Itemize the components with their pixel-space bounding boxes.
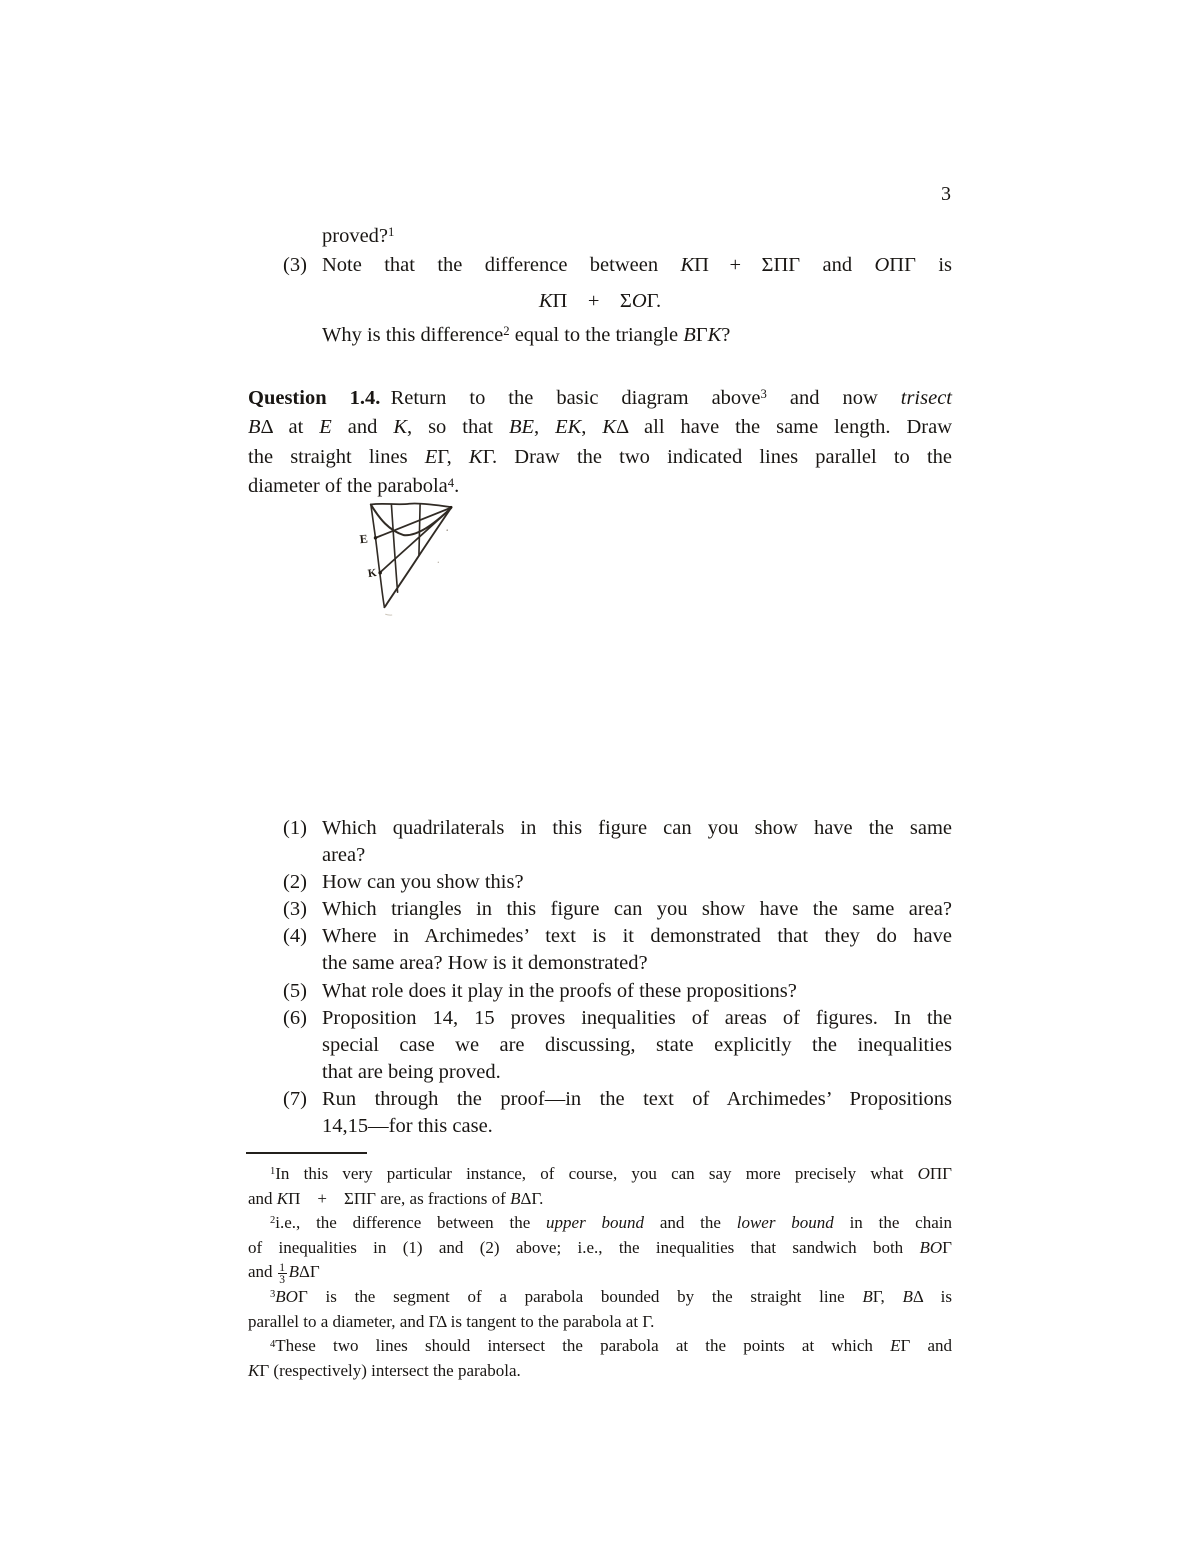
list-item-5 (248, 978, 952, 1005)
list-item-3-label: (3) (283, 898, 307, 921)
footnote-4 (248, 1334, 952, 1383)
list-item-3 (248, 896, 952, 923)
list-item-6 (248, 1005, 952, 1086)
footnote-line: of inequalities in (1) and (2) above; i.e., the inequalities that sandwich both BOΓ (248, 1237, 952, 1257)
list-item-line: special case we are discussing, state explicitly the inequalities (322, 1033, 952, 1056)
footnote-line: and $\frac{1}{3}$ BΔΓ (248, 1261, 320, 1287)
parabola-figure (262, 496, 558, 810)
list-item-4 (248, 923, 952, 977)
parabola-curve (371, 505, 451, 536)
list-item-line: area? (322, 844, 366, 867)
list-item-5-label: (5) (283, 979, 307, 1002)
question-list (248, 815, 952, 1140)
footnotes (248, 1162, 952, 1384)
footnote-3 (248, 1285, 952, 1334)
item3-line2: Why is this difference$^2$ equal to the triangle BΓK? (322, 324, 731, 346)
item3-label: (3) (283, 254, 307, 276)
list-item-line: 14,15—for this case. (322, 1115, 493, 1138)
list-item-line: (6) Proposition 14, 15 proves inequalities of areas of figures. In the (322, 1005, 952, 1032)
list-item-6-label: (6) (283, 1006, 307, 1029)
question-line-3: the straight lines EΓ, KΓ. Draw the two indicated lines parallel to the (248, 445, 952, 468)
footnote-line: KΓ (respectively) intersect the parabola. (248, 1360, 521, 1380)
point-e-dot (374, 536, 377, 539)
question-line-2: BΔ at E and K, so that BE, EK, KΔ all have the same length. Draw (248, 416, 953, 439)
stray-ink-dot-2 (438, 562, 439, 563)
page-number: 3 (941, 183, 951, 205)
figure-label-e: E (359, 531, 369, 547)
list-item-2 (248, 869, 952, 896)
vertex-gamma-dot (450, 506, 453, 509)
list-item-line: (2) How can you show this? (322, 869, 952, 896)
footnote-1 (248, 1162, 952, 1211)
footnote-line: and KΠ + ΣΠΓ are, as fractions of BΔΓ. (248, 1188, 544, 1208)
list-item-line: that are being proved. (322, 1060, 501, 1083)
list-item-line: (7) Run through the proof—in the text of Archimedes’ Propositions (322, 1086, 952, 1113)
footnote-rule (246, 1152, 367, 1154)
list-item-line: (5) What role does it play in the proofs of these propositions? (322, 978, 952, 1005)
item3-line1: Note that the difference between KΠ + ΣΠΓ and OΠΓ is (322, 254, 952, 276)
list-item-line: (4) Where in Archimedes’ text is it demonstrated that they do have (322, 923, 952, 950)
question-line-4: diameter of the parabola$^4$. (248, 475, 460, 498)
list-item-2-label: (2) (283, 871, 307, 894)
list-item-line: the same area? How is it demonstrated? (322, 952, 648, 975)
prev-item-tail-line: proved?$^1$ (322, 225, 395, 247)
footnote-2 (248, 1211, 952, 1285)
list-item-7-label: (7) (283, 1087, 307, 1110)
stray-ink-dot-1 (446, 529, 448, 531)
pen-smudge (386, 614, 392, 615)
footnote-line: $^2$i.e., the difference between the upper bound and the lower bound in the chain (270, 1213, 952, 1233)
list-item-line: (1) Which quadrilaterals in this figure can you show have the same (322, 815, 952, 842)
question-paragraph (248, 384, 952, 502)
list-item-1 (248, 815, 952, 869)
footnote-line: parallel to a diameter, and ΓΔ is tangent to the parabola at Γ. (248, 1311, 655, 1331)
footnote-line: $^1$In this very particular instance, of course, you can say more precisely what OΠΓ (270, 1164, 952, 1183)
figure-label-k: K (367, 566, 378, 581)
point-k-dot (378, 571, 382, 575)
diameter-parallel-line-1 (391, 504, 397, 592)
list-item-7 (248, 1086, 952, 1140)
list-item-1-label: (1) (283, 817, 307, 839)
list-item-line: (3) Which triangles in this figure can you show have the same area? (322, 896, 952, 923)
chord-b-gamma-line (371, 503, 452, 507)
footnote-line: $^3$BOΓ is the segment of a parabola bounded by the straight line BΓ, BΔ is (270, 1287, 952, 1307)
list-item-4-label: (4) (283, 925, 307, 948)
footnote-line: $^4$These two lines should intersect the parabola at the points at which EΓ and (270, 1336, 953, 1356)
display-equation: KΠ + ΣOΓ. (538, 290, 662, 312)
question-line-1: Question 1.4. Return to the basic diagram above$^3$ and now trisect (248, 387, 952, 409)
